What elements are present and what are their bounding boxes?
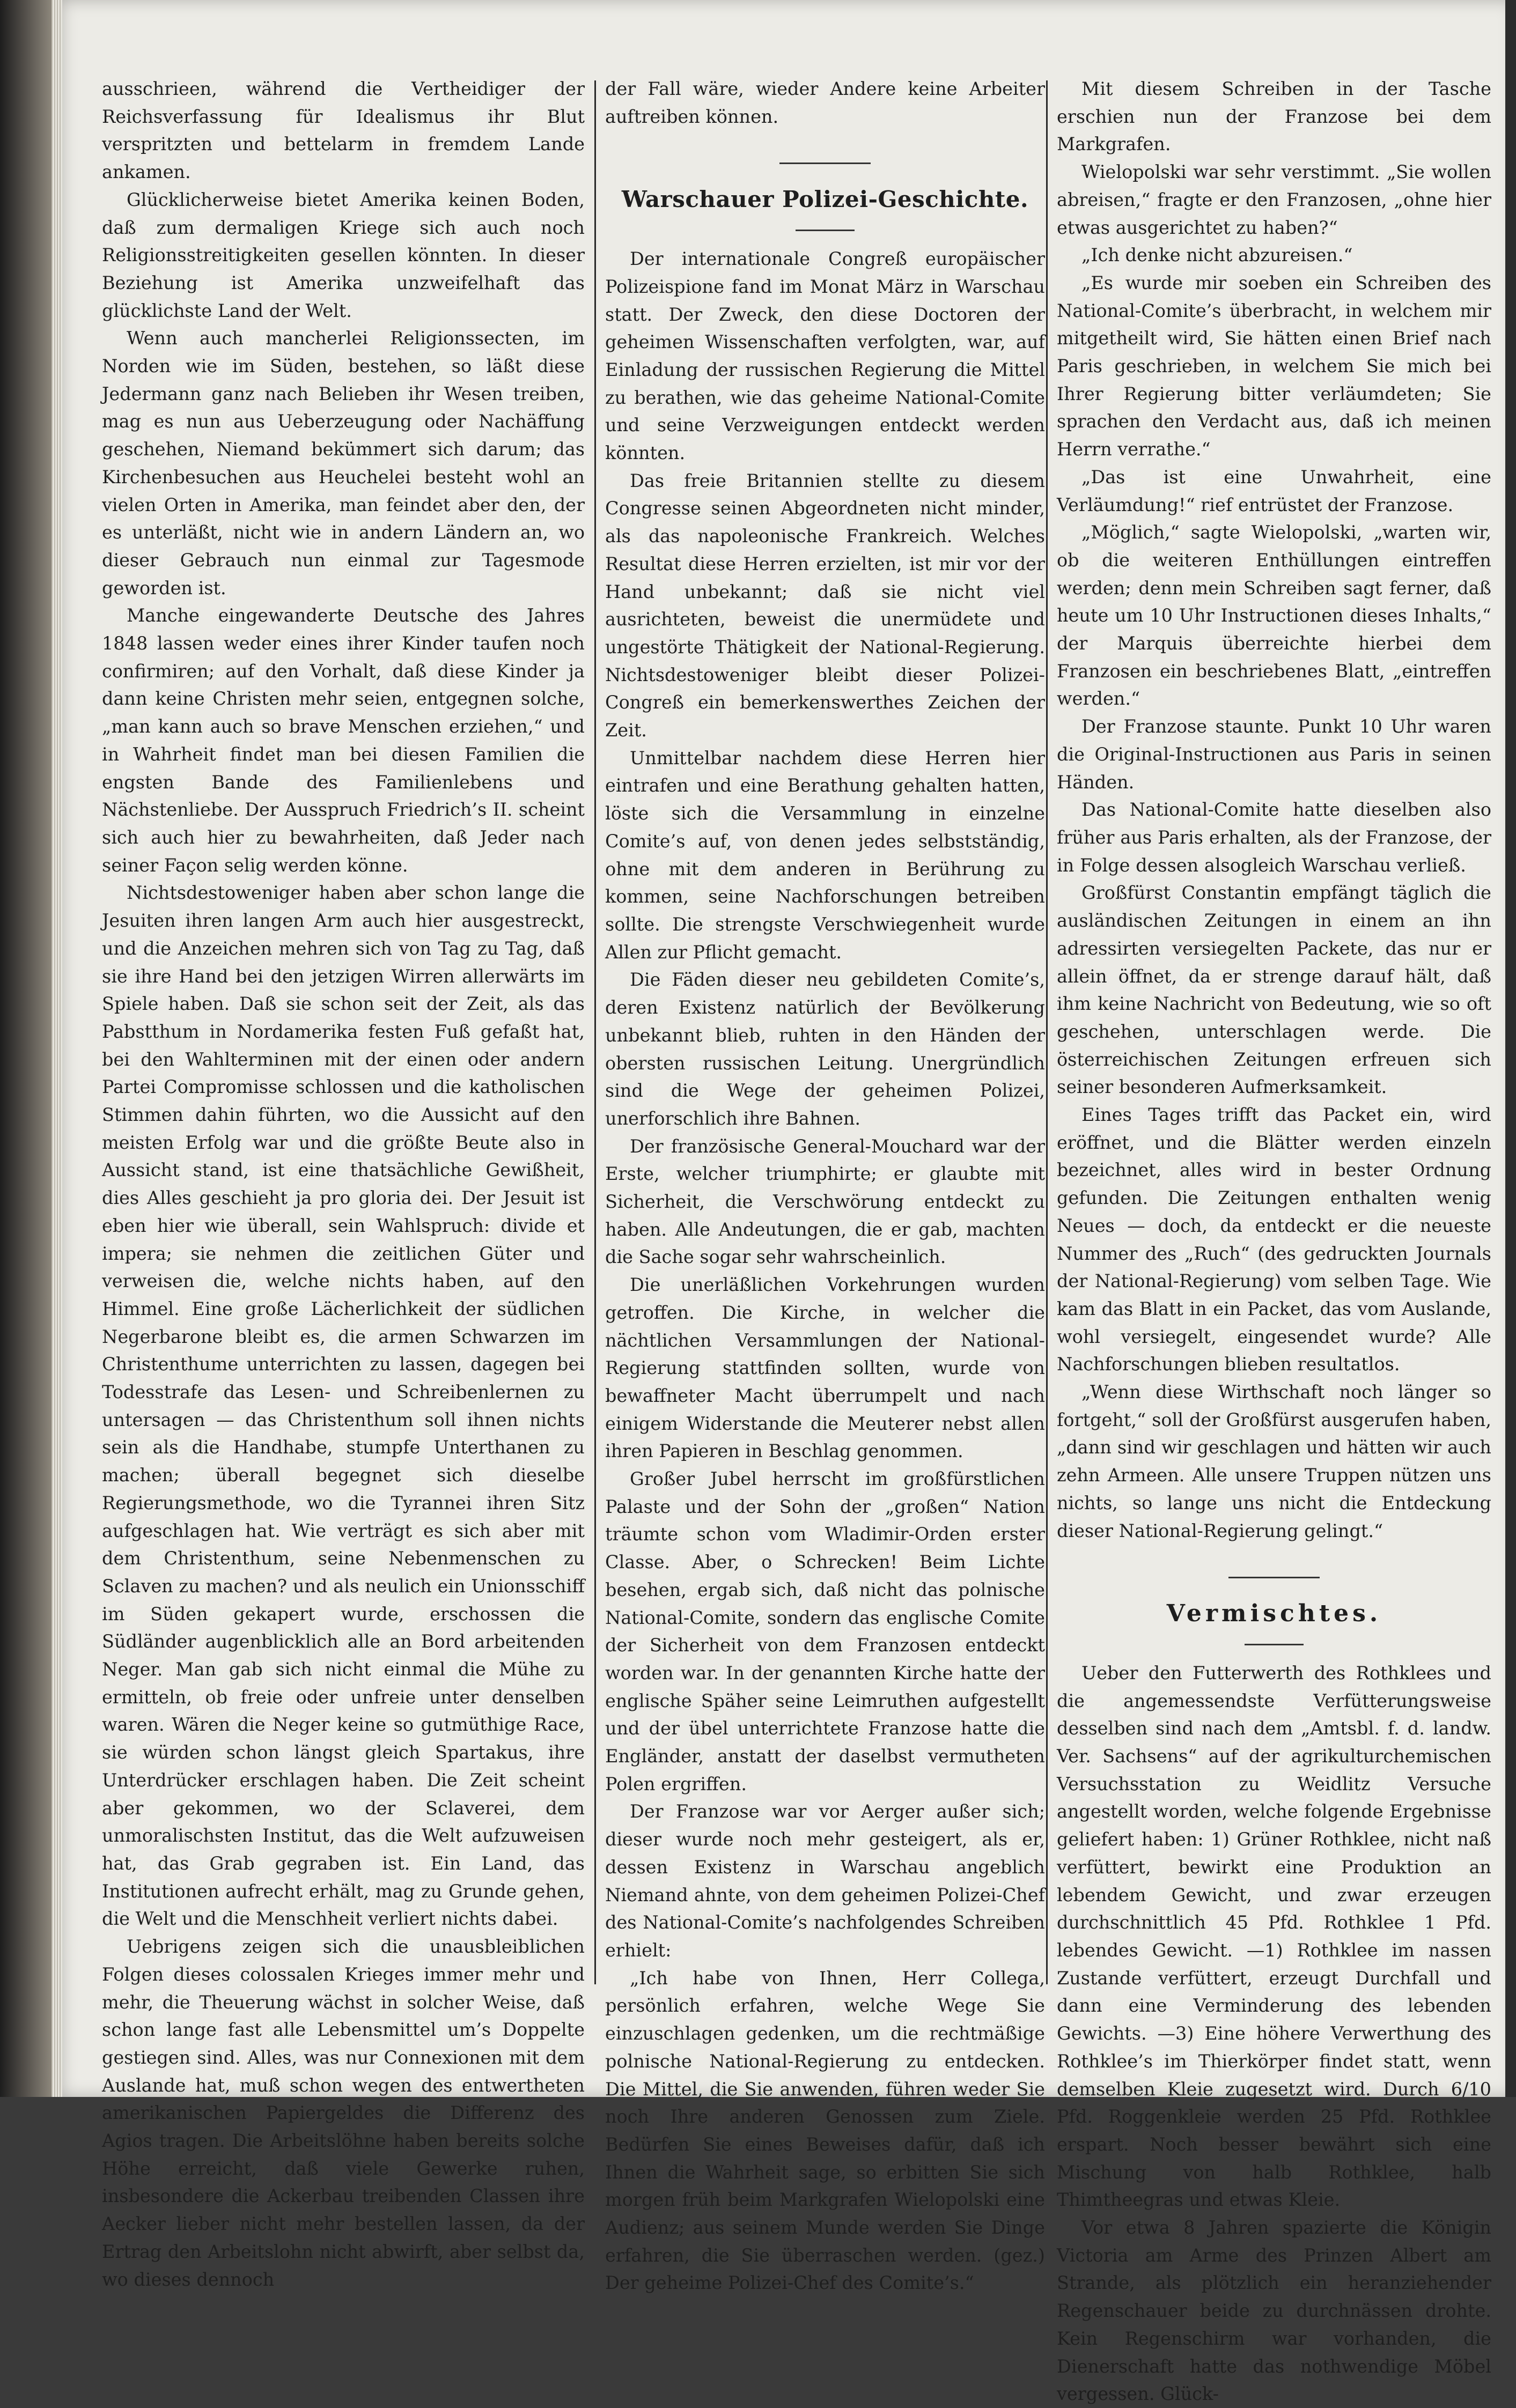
paragraph: Der Franzose war vor Aerger außer sich; dieser wurde noch mehr gesteigert, als er, dessen Existenz in Warschau angeblich Niemand ahnte, von dem geheimen Polizei-Chef des National-Comite’s nachfolgendes Schreiben erhielt: (605, 1801, 1045, 1961)
paragraph: Das freie Britannien stellte zu diesem Congresse seinen Abgeordneten nicht minder, als das napoleonische Frankreich. Welches Resultat diese Herren erzielten, ist mir vor der Hand unbekannt; daß sie nicht viel ausrichteten, beweist die unermüdete und ungestörte Thätigkeit der National-Regierung. Nichtsdestoweniger bleibt dieser Polizei-Congreß ein bemerkenswerthes Zeichen der Zeit. (605, 470, 1045, 741)
paragraph: „Möglich,“ sagte Wielopolski, „warten wir, ob die weiteren Enthüllungen eintreffen werden; denn mein Schreiben sagt ferner, daß heute um 10 Uhr Instructionen dieses Inhalts,“ der Marquis überreichte hierbei dem Franzosen ein beschriebenes Blatt, „eintreffen werden.“ (1057, 522, 1491, 710)
paragraph: Eines Tages trifft das Packet ein, wird eröffnet, und die Blätter werden einzeln bezeichnet, alles wird in bester Ordnung gefunden. Die Zeitungen enthalten wenig Neues — doch, da entdeckt er die neueste Nummer des „Ruch“ (des gedruckten Journals der National-Regierung) vom selben Tage. Wie kam das Blatt in ein Packet, das vom Auslande, wohl versiegelt, eingesendet wurde? Alle Nachforschungen blieben resultatlos. (1057, 1104, 1491, 1375)
column-2 (605, 75, 1045, 2294)
page-stack-edges (51, 0, 62, 2097)
paragraph: Manche eingewanderte Deutsche des Jahres 1848 lassen weder eines ihrer Kinder taufen noch confirmiren; auf den Vorhalt, daß diese Kinder ja dann keine Christen mehr seien, entgegnen solche, „man kann auch so brave Menschen erziehen,“ und in Wahrheit findet man bei diesen Familien die engsten Bande des Familienlebens und Nächstenliebe. Der Ausspruch Friedrich’s II. scheint sich auch hier zu bewahrheiten, daß Jeder nach seiner Façon selig werden könne. (102, 605, 585, 876)
column-rule-2 (1046, 80, 1048, 1984)
column-1 (102, 75, 585, 2290)
paragraph: Mit diesem Schreiben in der Tasche erschien nun der Franzose bei dem Markgrafen. (1057, 78, 1491, 155)
paragraph: Die Fäden dieser neu gebildeten Comite’s, deren Existenz natürlich der Bevölkerung unbekannt blieb, ruhten in den Händen der obersten russischen Leitung. Unergründlich sind die Wege der geheimen Polizei, unerforschlich ihre Bahnen. (605, 969, 1045, 1129)
paragraph: „Das ist eine Unwahrheit, eine Verläumdung!“ rief entrüstet der Franzose. (1057, 466, 1491, 515)
paragraph: ausschrieen, während die Vertheidiger der Reichsverfassung für Idealismus ihr Blut verspritzten und bettelarm in fremdem Lande ankamen. (102, 78, 585, 183)
paragraph: „Es wurde mir soeben ein Schreiben des National-Comite’s überbracht, in welchem mir mitgetheilt wird, Sie hätten einen Brief nach Paris geschrieben, in welchem Sie mich bei Ihrer Regierung bitter verläumdeten; Sie sprachen den Verdacht aus, daß ich meinen Herrn verrathe.“ (1057, 272, 1491, 460)
heading-underline (796, 230, 855, 231)
paragraph: Der internationale Congreß europäischer Polizeispione fand im Monat März in Warschau statt. Der Zweck, den diese Doctoren der geheimen Wissenschaften verfolgten, war, auf Einladung der russischen Regierung die Mittel zu berathen, wie das geheime National-Comite und seine Verzweigungen entdeckt werden könnten. (605, 248, 1045, 464)
paragraph: „Wenn diese Wirthschaft noch länger so fortgeht,“ soll der Großfürst ausgerufen haben, „dann sind wir geschlagen und hätten wir auch zehn Armeen. Alle unsere Truppen nützen uns nichts, so lange uns nicht die Entdeckung dieser National-Regierung gelingt.“ (1057, 1382, 1491, 1541)
heading-underline (1245, 1644, 1304, 1645)
paragraph: Glücklicherweise bietet Amerika keinen Boden, daß zum dermaligen Kriege sich auch noch Religionsstreitigkeiten gesellen könnten. In dieser Beziehung ist Amerika unzweifelhaft das glücklichste Land der Welt. (102, 189, 585, 321)
paragraph: Vor etwa 8 Jahren spazierte die Königin Victoria am Arme des Prinzen Albert am Strande, als plötzlich ein heranziehender Regenschauer beide zu durchnässen drohte. Kein Regenschirm war vorhanden, die Dienerschaft hatte das nothwendige Möbel vergessen. Glück- (1057, 2217, 1491, 2405)
paragraph: Ueber den Futterwerth des Rothklees und die angemessendste Verfütterungsweise desselben sind nach dem „Amtsbl. f. d. landw. Ver. Sachsens“ auf der agrikulturchemischen Versuchsstation zu Weidlitz Versuche angestellt worden, welche folgende Ergebnisse geliefert haben: 1) Grüner Rothklee, nicht naß verfüttert, bewirkt eine Produktion an lebendem Gewicht, und zwar erzeugen durchschnittlich 45 Pfd. Rothklee 1 Pfd. lebendes Gewicht. —1) Rothklee im nassen Zustande verfüttert, erzeugt Durchfall und dann eine Verminderung des lebenden Gewichts. —3) Eine höhere Verwerthung des Rothklee’s im Thierkörper findet statt, wenn demselben Kleie zugesetzt wird. Durch 6/10 Pfd. Roggenkleie werden 25 Pfd. Rothklee erspart. Noch besser bewährt sich eine Mischung von halb Rothklee, halb Thimtheegras und etwas Kleie. (1057, 1662, 1491, 2211)
paragraph: Unmittelbar nachdem diese Herren hier eintrafen und eine Berathung gehalten hatten, löste sich die Versammlung in einzelne Comite’s auf, von denen jedes selbstständig, ohne mit dem anderen in Berührung zu kommen, seine Nachforschungen betreiben sollte. Die strengste Verschwiegenheit wurde Allen zur Pflicht gemacht. (605, 747, 1045, 963)
section-divider (1228, 1577, 1320, 1578)
column-3 (1057, 75, 1491, 2405)
section-divider (779, 162, 871, 164)
paragraph: Der französische General-Mouchard war der Erste, welcher triumphirte; er glaubte mit Sicherheit, die Verschwörung entdeckt zu haben. Alle Andeutungen, die er gab, machten die Sache sogar sehr wahrscheinlich. (605, 1135, 1045, 1268)
paragraph: Großfürst Constantin empfängt täglich die ausländischen Zeitungen in einem an ihn adressirten versiegelten Packete, das nur er allein öffnet, da er strenge darauf hält, daß ihm keine Nachricht von Bedeutung, wie so oft geschehen, unterschlagen werde. Die österreichischen Zeitungen erfreuen sich seiner besonderen Aufmerksamkeit. (1057, 882, 1491, 1098)
paragraph: „Ich denke nicht abzureisen.“ (1081, 245, 1353, 266)
paragraph: Die unerläßlichen Vorkehrungen wurden getroffen. Die Kirche, in welcher die nächtlichen Versammlungen der National-Regierung stattfinden sollten, wurde von bewaffneter Macht überrumpelt und nach einigem Widerstande die Meuterer nebst allen ihren Papieren in Beschlag genommen. (605, 1274, 1045, 1462)
paragraph: Der Franzose staunte. Punkt 10 Uhr waren die Original-Instructionen aus Paris in seinen Händen. (1057, 716, 1491, 793)
paragraph: Wielopolski war sehr verstimmt. „Sie wollen abreisen,“ fragte er den Franzosen, „ohne hier etwas ausgerichtet zu haben?“ (1057, 161, 1491, 238)
section-heading: Vermischtes. (1166, 1600, 1382, 1628)
scan-right-border (1505, 0, 1516, 2097)
paragraph: Großer Jubel herrscht im großfürstlichen Palaste und der Sohn der „großen“ Nation träumte schon vom Wladimir-Orden erster Classe. Aber, o Schrecken! Beim Lichte besehen, ergab sich, daß nicht das polnische National-Comite, sondern das englische Comite der Sicherheit von dem Franzosen entdeckt worden war. In der genannten Kirche hatte der englische Späher seine Leimruthen aufgestellt und der übel unterrichtete Franzose hatte die Engländer, anstatt der daselbst vermutheten Polen ergriffen. (605, 1468, 1045, 1794)
paragraph: Das National-Comite hatte dieselben also früher aus Paris erhalten, als der Franzose, der in Folge dessen alsogleich Warschau verließ. (1057, 799, 1491, 876)
article-heading: Warschauer Polizei-Geschichte. (621, 186, 1029, 213)
column-rule-1 (594, 80, 596, 1984)
scan-binding-shadow (0, 0, 51, 2097)
quoted-letter: „Ich habe von Ihnen, Herr Collega, persönlich erfahren, welche Wege Sie einzuschlagen gedenken, um die rechtmäßige polnische National-Regierung zu entdecken. Die Mittel, die Sie anwenden, führen weder Sie noch Ihre anderen Genossen zum Ziele. Bedürfen Sie eines Beweises dafür, daß ich Ihnen die Wahrheit sage, so erbitten Sie sich morgen früh beim Markgrafen Wielopolski eine Audienz; aus seinem Munde werden Sie Dinge erfahren, die Sie überraschen werden. (gez.) Der geheime Polizei-Chef des Comite’s.“ (605, 1967, 1045, 2294)
paragraph: Wenn auch mancherlei Religionssecten, im Norden wie im Süden, bestehen, so läßt diese Jedermann ganz nach Belieben ihr Wesen treiben, mag es nun aus Ueberzeugung oder Nachäffung geschehen, Niemand bekümmert sich darum; das Kirchenbesuchen aus Heuchelei besteht wohl an vielen Orten in Amerika, man feindet aber den, der es unterläßt, nicht wie in andern Ländern an, wo dieser Gebrauch nun einmal zur Tagesmode geworden ist. (102, 328, 585, 599)
paragraph: der Fall wäre, wieder Andere keine Arbeiter auftreiben können. (605, 78, 1045, 127)
paragraph: Nichtsdestoweniger haben aber schon lange die Jesuiten ihren langen Arm auch hier ausgestreckt, und die Anzeichen mehren sich von Tag zu Tag, daß sie ihre Hand bei den jetzigen Wirren allerwärts im Spiele haben. Daß sie schon seit der Zeit, als das Pabstthum in Nordamerika festen Fuß gefaßt hat, bei den Wahlterminen mit der einen oder andern Partei Compromisse schlossen und die katholischen Stimmen dahin führten, wo die Aussicht auf den meisten Erfolg war und die größte Beute also in Aussicht stand, ist eine thatsächliche Gewißheit, dies Alles geschieht ja pro gloria dei. Der Jesuit ist eben hier wie überall, sein Wahlspruch: divide et impera; sie nehmen die zeitlichen Güter und verweisen die, welche nichts haben, auf den Himmel. Eine große Lächerlichkeit der südlichen Negerbarone bleibt es, die armen Schwarzen im Christenthume unterrichten zu lassen, dagegen bei Todesstrafe das Lesen- und Schreibenlernen zu untersagen — das Christenthum soll ihnen nichts sein als die Handhabe, stumpfe Unterthanen zu machen; überall begegnet sich dieselbe Regierungsmethode, wo die Tyrannei ihren Sitz aufgeschlagen hat. Wie verträgt es sich aber mit dem Christenthum, seine Nebenmenschen zu Sclaven zu machen? und als neulich ein Unionsschiff im Süden gekapert wurde, erschossen die Südländer augenblicklich alle an Bord arbeitenden Neger. Man gab sich nicht einmal die Mühe zu ermitteln, ob freie oder unfreie unter denselben waren. Wären die Neger keine so gutmüthige Race, sie würden schon längst gleich Spartakus, ihre Unterdrücker erschlagen haben. Die Zeit scheint aber gekommen, wo der Sclaverei, dem unmoralischsten Institut, das die Welt aufzuweisen hat, das Grab gegraben ist. Ein Land, das Institutionen aufrecht erhält, mag zu Grunde gehen, die Welt und die Menschheit verliert nichts dabei. (102, 882, 585, 1930)
paragraph: Uebrigens zeigen sich die unausbleiblichen Folgen dieses colossalen Krieges immer mehr und mehr, die Theuerung wächst in solcher Weise, daß schon lange fast alle Lebensmittel um’s Doppelte gestiegen sind. Alles, was nur Connexionen mit dem Auslande hat, muß schon wegen des entwertheten amerikanischen Papiergeldes die Differenz des Agios tragen. Die Arbeitslöhne haben bereits solche Höhe erreicht, daß viele Gewerke ruhen, insbesondere die Ackerbau treibenden Classen ihre Aecker lieber nicht mehr bestellen lassen, da der Ertrag den Arbeitslohn nicht abwirft, aber selbst da, wo dieses dennoch (102, 1936, 585, 2290)
